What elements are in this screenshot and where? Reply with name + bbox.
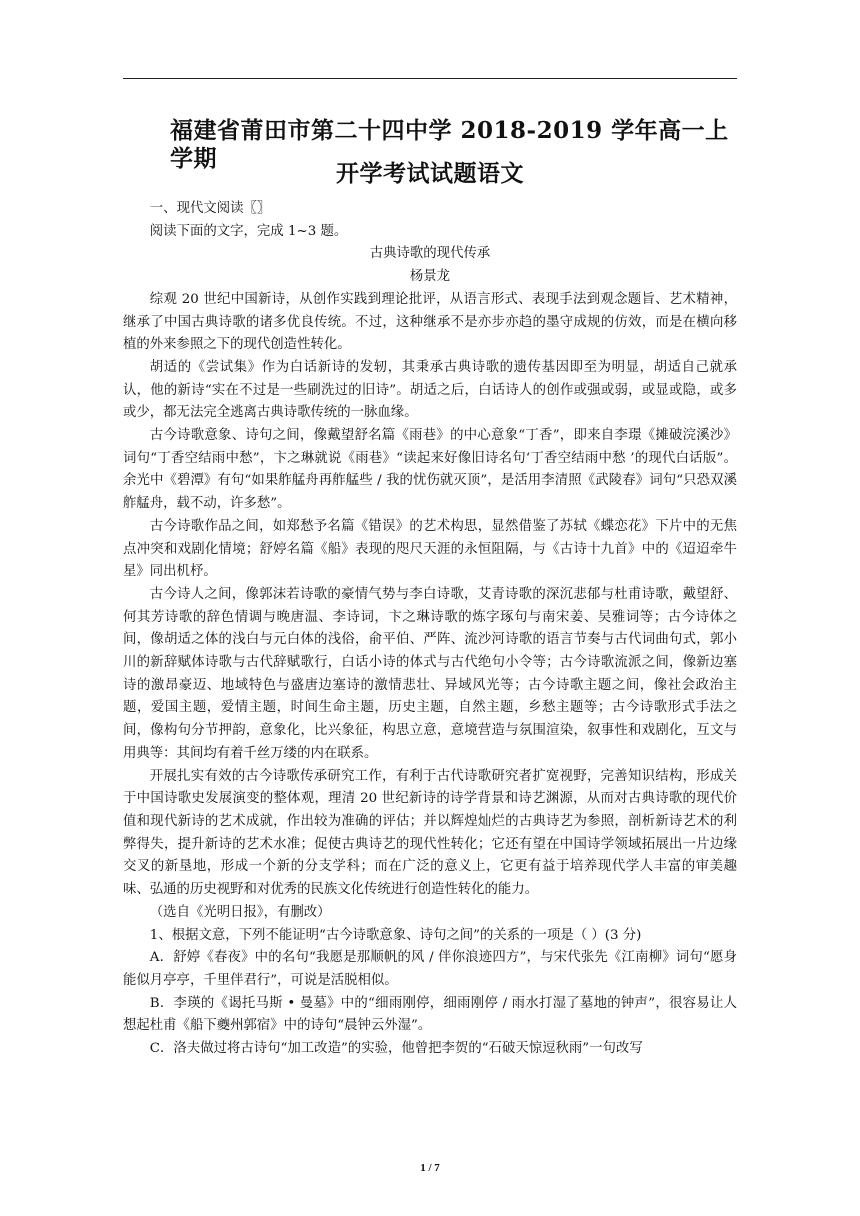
instruction: 阅读下面的文字，完成 1~3 题。 <box>149 223 348 239</box>
document-title-line-1: 福建省莆田市第二十四中学 2018-2019 学年高一上学期 <box>170 117 729 172</box>
document-body <box>123 198 737 1061</box>
question-1: 1、根据文意，下列不能证明“古今诗歌意象、诗句之间”的关系的一项是（ ）(3 分) <box>149 927 642 943</box>
document-title-line-2: 开学考试试题语文 <box>336 160 524 187</box>
option-c: C．洛夫做过将古诗句“加工改造”的实验，他曾把李贺的“石破天惊逗秋雨”一句改写 <box>149 1041 643 1057</box>
paragraph-4: 古今诗歌作品之间，如郑愁予名篇《错误》的艺术构思，显然借鉴了苏轼《蝶恋花》下片中的无焦点冲突和戏剧化情境；舒婷名篇《船》表现的咫尺天涯的永恒阻隔，与《古诗十九首》中的《迢迢牵牛星》同出机杼。 <box>123 518 737 580</box>
article-source: （选自《光明日报》，有删改） <box>149 904 331 920</box>
header-rule <box>123 78 737 79</box>
section-heading: 一、现代文阅读〖〗 <box>149 201 271 216</box>
paragraph-2: 胡适的《尝试集》作为白话新诗的发轫，其秉承古典诗歌的遗传基因即至为明显，胡适自己就承认，他的新诗“实在不过是一些刷洗过的旧诗”。胡适之后，白话诗人的创作或强或弱，或显或隐，或多或少，都无法完全逃离古典诗歌传统的一脉血缘。 <box>123 359 737 421</box>
page-number: 1 / 7 <box>420 1162 440 1174</box>
paragraph-5: 古今诗人之间，像郭沫若诗歌的豪情气势与李白诗歌，艾青诗歌的深沉悲郁与杜甫诗歌，戴望舒、何其芳诗歌的辞色情调与晚唐温、李诗词，卞之琳诗歌的炼字琢句与南宋姜、吴雅词等；古今诗体之间，像胡适之体的浅白与元白体的浅俗，俞平伯、严阵、流沙河诗歌的语言节奏与古代词曲句式，郭小川的新辞赋体诗歌与古代辞赋歌行，白话小诗的体式与古代绝句小令等；古今诗歌流派之间，像新边塞诗的激昂豪迈、地域特色与盛唐边塞诗的激情悲壮、异域风光等；古今诗歌主题之间，像社会政治主题，爱国主题，爱情主题，时间生命主题，历史主题，自然主题，乡愁主题等；古今诗歌形式手法之间，像构句分节押韵，意象化，比兴象征，构思立意，意境营造与氛围渲染，叙事性和戏剧化，互文与用典等：其间均有着千丝万缕的内在联系。 <box>123 586 737 761</box>
option-a: A．舒婷《春夜》中的名句“我愿是那顺帆的风 / 伴你浪迹四方”，与宋代张先《江南柳》词句“愿身能似月亭亭，千里伴君行”，可说是活脱相似。 <box>123 950 737 988</box>
option-b: B．李瑛的《谒托马斯 • 曼墓》中的“细雨刚停，细雨刚停 / 雨水打湿了墓地的钟声”，很容易让人想起杜甫《船下夔州郭宿》中的诗句“晨钟云外湿”。 <box>123 995 737 1034</box>
article-author: 杨景龙 <box>409 269 451 285</box>
paragraph-6: 开展扎实有效的古今诗歌传承研究工作，有利于古代诗歌研究者扩宽视野，完善知识结构，形成关于中国诗歌史发展演变的整体观，理清 20 世纪新诗的诗学背景和诗艺渊源，从而对古典诗歌的现代价值和现代新诗的艺术成就，作出较为准确的评估；并以辉煌灿烂的古典诗艺为参照，剖析新诗艺术的利弊得失，提升新诗的艺术水准；促使古典诗艺的现代性转化；它还有望在中国诗学领域拓展出一片边缘交叉的新垦地，形成一个新的分支学科；而在广泛的意义上，它更有益于培养现代学人丰富的审美趣味、弘通的历史视野和对优秀的民族文化传统进行创造性转化的能力。 <box>123 768 737 898</box>
paragraph-3: 古今诗歌意象、诗句之间，像戴望舒名篇《雨巷》的中心意象“丁香”，即来自李璟《摊破浣溪沙》词句“丁香空结雨中愁”，卞之琳就说《雨巷》“读起来好像旧诗名句‘丁香空结雨中愁 ’的现代白话版”。余光中《碧潭》有句“如果舴艋舟再舴艋些 / 我的忧伤就灭顶”，是活用李清照《武陵春》词句“只恐双溪舴艋舟，载不动，许多愁”。 <box>123 428 737 512</box>
paragraph-1: 综观 20 世纪中国新诗，从创作实践到理论批评，从语言形式、表现手法到观念题旨、艺术精神，继承了中国古典诗歌的诸多优良传统。不过，这种继承不是亦步亦趋的墨守成规的仿效，而是在横向移植的外来参照之下的现代创造性转化。 <box>123 291 737 353</box>
article-title: 古典诗歌的现代传承 <box>369 246 491 262</box>
